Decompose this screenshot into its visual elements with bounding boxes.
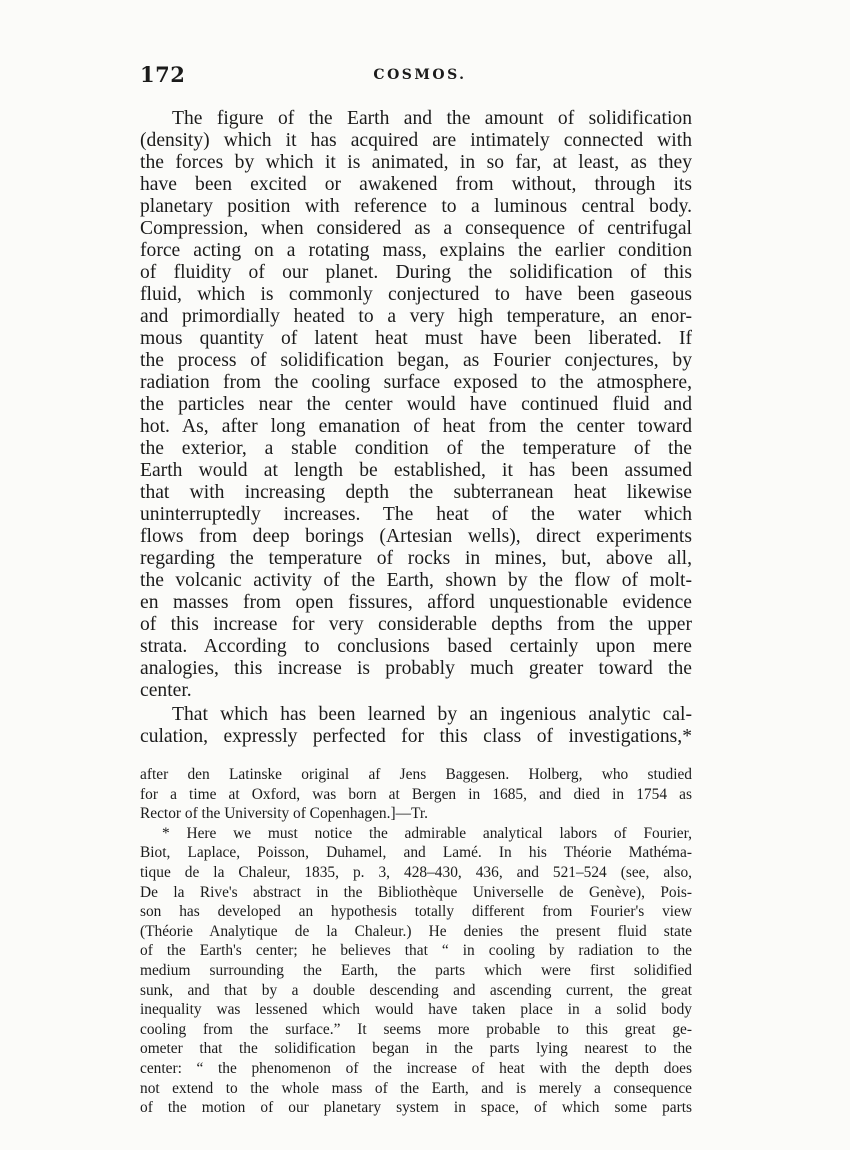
footnote-line: Biot, Laplace, Poisson, Duhamel, and Lamé. In his Théorie Mathéma- [140, 844, 692, 862]
text-line: force acting on a rotating mass, explains the earlier condition [140, 240, 692, 261]
page-number: 172 [140, 62, 186, 87]
text-line: center. [140, 680, 192, 701]
text-line: of fluidity of our planet. During the solidification of this [140, 262, 692, 283]
text-line: the exterior, a stable condition of the temperature of the [140, 438, 692, 459]
text-line: that with increasing depth the subterranean heat likewise [140, 482, 692, 503]
footnote-line: of the motion of our planetary system in space, of which some parts [140, 1099, 692, 1117]
text-line: Earth would at length be established, it has been assumed [140, 460, 692, 481]
text-line: of this increase for very considerable depths from the upper [140, 614, 692, 635]
footnote-line: De la Rive's abstract in the Bibliothèque Universelle de Genève), Pois- [140, 883, 692, 901]
footnote-line: ometer that the solidification began in the parts lying nearest to the [140, 1040, 692, 1058]
text-line: radiation from the cooling surface exposed to the atmosphere, [140, 372, 692, 393]
text-line: strata. According to conclusions based certainly upon mere [140, 636, 692, 657]
text-line: the process of solidification began, as Fourier conjectures, by [140, 350, 692, 371]
text-line: mous quantity of latent heat must have been liberated. If [140, 328, 692, 349]
text-line: en masses from open fissures, afford unquestionable evidence [140, 592, 692, 613]
footnote-line: son has developed an hypothesis totally different from Fourier's view [140, 903, 692, 921]
footnote-line: center: “ the phenomenon of the increase of heat with the depth does [140, 1059, 692, 1077]
text-line: The figure of the Earth and the amount of solidification [172, 108, 692, 129]
footnote-line: not extend to the whole mass of the Earth, and is merely a consequence [140, 1079, 692, 1097]
footnote-line: * Here we must notice the admirable analytical labors of Fourier, [162, 824, 692, 842]
footnote-line: cooling from the surface.” It seems more probable to this great ge- [140, 1020, 692, 1038]
text-line: have been excited or awakened from without, through its [140, 174, 692, 195]
footnote-line: medium surrounding the Earth, the parts which were first solidified [140, 961, 692, 979]
text-line: the volcanic activity of the Earth, shown by the flow of molt- [140, 570, 692, 591]
text-line: the particles near the center would have continued fluid and [140, 394, 692, 415]
running-head: COSMOS. [373, 67, 467, 83]
text-line: flows from deep borings (Artesian wells), direct experiments [140, 526, 692, 547]
text-line: fluid, which is commonly conjectured to have been gaseous [140, 284, 692, 305]
text-line: and primordially heated to a very high temperature, an enor- [140, 306, 692, 327]
text-line: culation, expressly perfected for this class of investigations,* [140, 726, 692, 747]
footnote-line: sunk, and that by a double descending and ascending current, the great [140, 981, 692, 999]
text-line: the forces by which it is animated, in so far, at least, as they [140, 152, 692, 173]
footnote-line: Rector of the University of Copenhagen.]—Tr. [140, 805, 428, 823]
footnote-line: of the Earth's center; he believes that “ in cooling by radiation to the [140, 942, 692, 960]
text-line: That which has been learned by an ingenious analytic cal- [172, 704, 692, 725]
text-line: planetary position with reference to a luminous central body. [140, 196, 692, 217]
footnote-line: after den Latinske original af Jens Baggesen. Holberg, who studied [140, 766, 692, 783]
text-line: uninterruptedly increases. The heat of the water which [140, 504, 692, 525]
page-header [140, 62, 700, 92]
footnotes [140, 765, 692, 1118]
text-line: analogies, this increase is probably much greater toward the [140, 658, 692, 679]
main-text [140, 108, 692, 748]
text-line: (density) which it has acquired are intimately connected with [140, 130, 692, 151]
footnote-line: (Théorie Analytique de la Chaleur.) He denies the present fluid state [140, 922, 692, 940]
text-line: regarding the temperature of rocks in mines, but, above all, [140, 548, 692, 569]
text-line: hot. As, after long emanation of heat from the center toward [140, 416, 692, 437]
footnote-line: inequality was lessened which would have taken place in a solid body [140, 1001, 692, 1019]
footnote-line: tique de la Chaleur, 1835, p. 3, 428–430, 436, and 521–524 (see, also, [140, 863, 692, 881]
text-line: Compression, when considered as a consequence of centrifugal [140, 218, 692, 239]
footnote-line: for a time at Oxford, was born at Bergen in 1685, and died in 1754 as [140, 785, 692, 803]
